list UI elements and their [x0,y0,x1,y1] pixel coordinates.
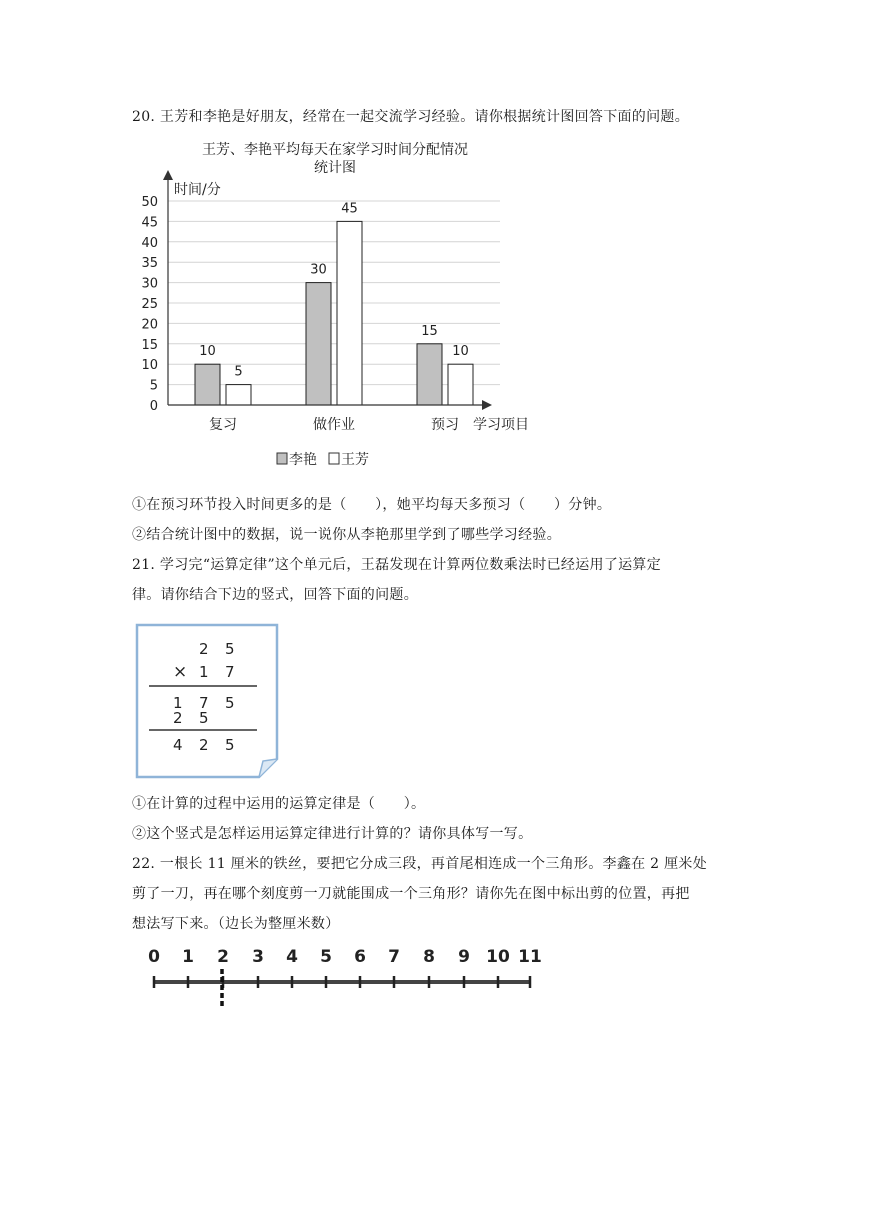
y-tick-label: 10 [141,358,158,374]
vertical-calculation-card [133,621,277,777]
ruler-label: 8 [423,947,435,967]
bar-王芳-复习 [226,385,251,405]
ruler-label: 1 [182,947,194,967]
x-tick-label: 预习 [431,417,459,433]
q22-text-line-1: 22. 一根长 11 厘米的铁丝，要把它分成三段，再首尾相连成一个三角形。李鑫在 2 厘米处 [132,856,708,872]
bar-王芳-预习 [448,364,473,405]
ruler-label: 7 [388,947,400,967]
calc-result-tens: 2 [199,736,209,754]
calc-multiplicand-ones: 5 [225,640,235,658]
y-tick-label: 45 [141,215,158,231]
calc-partial1-hundreds: 1 [173,694,183,712]
ruler-label: 6 [354,947,366,967]
ruler-label: 11 [518,947,542,967]
chart-title: 王芳、李艳平均每天在家学习时间分配情况 [202,142,468,158]
ruler-label: 10 [486,947,510,967]
ruler-label: 3 [252,947,264,967]
calc-partial1-tens: 7 [199,694,209,712]
y-tick-label: 5 [149,378,158,394]
ruler-label: 4 [286,947,298,967]
q21-text-line-2: 律。请你结合下边的竖式，回答下面的问题。 [132,587,418,603]
data-label: 10 [452,344,469,360]
y-tick-label: 30 [141,276,158,292]
bar-李艳-预习 [417,344,442,405]
calc-partial2-hundreds: 2 [173,709,183,727]
data-label: 10 [199,344,216,360]
calc-multiplier-tens: 1 [199,663,209,681]
data-label: 5 [234,364,243,380]
y-tick-label: 35 [141,256,158,272]
ruler[interactable] [140,940,560,1015]
calc-partial1-ones: 5 [225,694,235,712]
q22-text-line-3: 想法写下来。（边长为整厘米数） [132,916,340,932]
calc-times-sign: × [173,662,188,682]
q21-text-line-1: 21. 学习完“运算定律”这个单元后，王磊发现在计算两位数乘法时已经运用了运算定 [132,557,662,573]
y-tick-label: 40 [141,235,158,251]
y-axis-label: 时间/分 [174,182,221,198]
x-tick-label: 复习 [209,417,237,433]
q21-question-2: ②这个竖式是怎样运用运算定律进行计算的？请你具体写一写。 [132,826,533,842]
chart-legend [277,451,369,468]
q20-question-2: ②结合统计图中的数据，说一说你从李艳那里学到了哪些学习经验。 [132,527,561,543]
legend-swatch [277,453,287,464]
data-label: 30 [310,262,327,278]
y-tick-label: 15 [141,337,158,353]
calc-multiplier-ones: 7 [225,663,235,681]
bar-李艳-复习 [195,364,220,405]
chart-subtitle: 统计图 [314,160,356,176]
bar-王芳-做作业 [337,221,362,405]
q22-text-line-2: 剪了一刀，再在哪个刻度剪一刀就能围成一个三角形？请你先在图中标出剪的位置，再把 [132,886,690,902]
y-tick-label: 0 [149,399,158,414]
legend-swatch [329,453,339,464]
bar-李艳-做作业 [306,283,331,405]
data-label: 45 [341,201,358,217]
ruler-label: 0 [148,947,160,967]
y-axis-arrow-icon [163,170,173,180]
bar-chart [130,170,550,470]
y-tick-label: 50 [141,195,158,210]
q21-question-1: ①在计算的过程中运用的运算定律是（ ）。 [132,796,426,812]
ruler-label: 5 [320,947,332,967]
y-tick-label: 20 [141,317,158,333]
calc-result-ones: 5 [225,736,235,754]
y-tick-label: 25 [141,297,158,312]
ruler-label: 9 [458,947,470,967]
legend-entry: 李艳 [289,452,317,468]
x-axis-label: 学习项目 [473,417,529,433]
ruler-label: 2 [217,947,229,967]
x-tick-label: 做作业 [313,417,355,433]
q20-question-1: ①在预习环节投入时间更多的是（ ），她平均每天多预习（ ）分钟。 [132,497,612,513]
calc-partial2-tens: 5 [199,709,209,727]
calc-multiplicand-tens: 2 [199,640,209,658]
x-axis-arrow-icon [482,400,492,410]
calc-result-hundreds: 4 [173,736,183,754]
legend-entry: 王芳 [341,452,369,468]
data-label: 15 [421,323,438,339]
q20-intro: 20. 王芳和李艳是好朋友，经常在一起交流学习经验。请你根据统计图回答下面的问题。 [132,109,690,125]
